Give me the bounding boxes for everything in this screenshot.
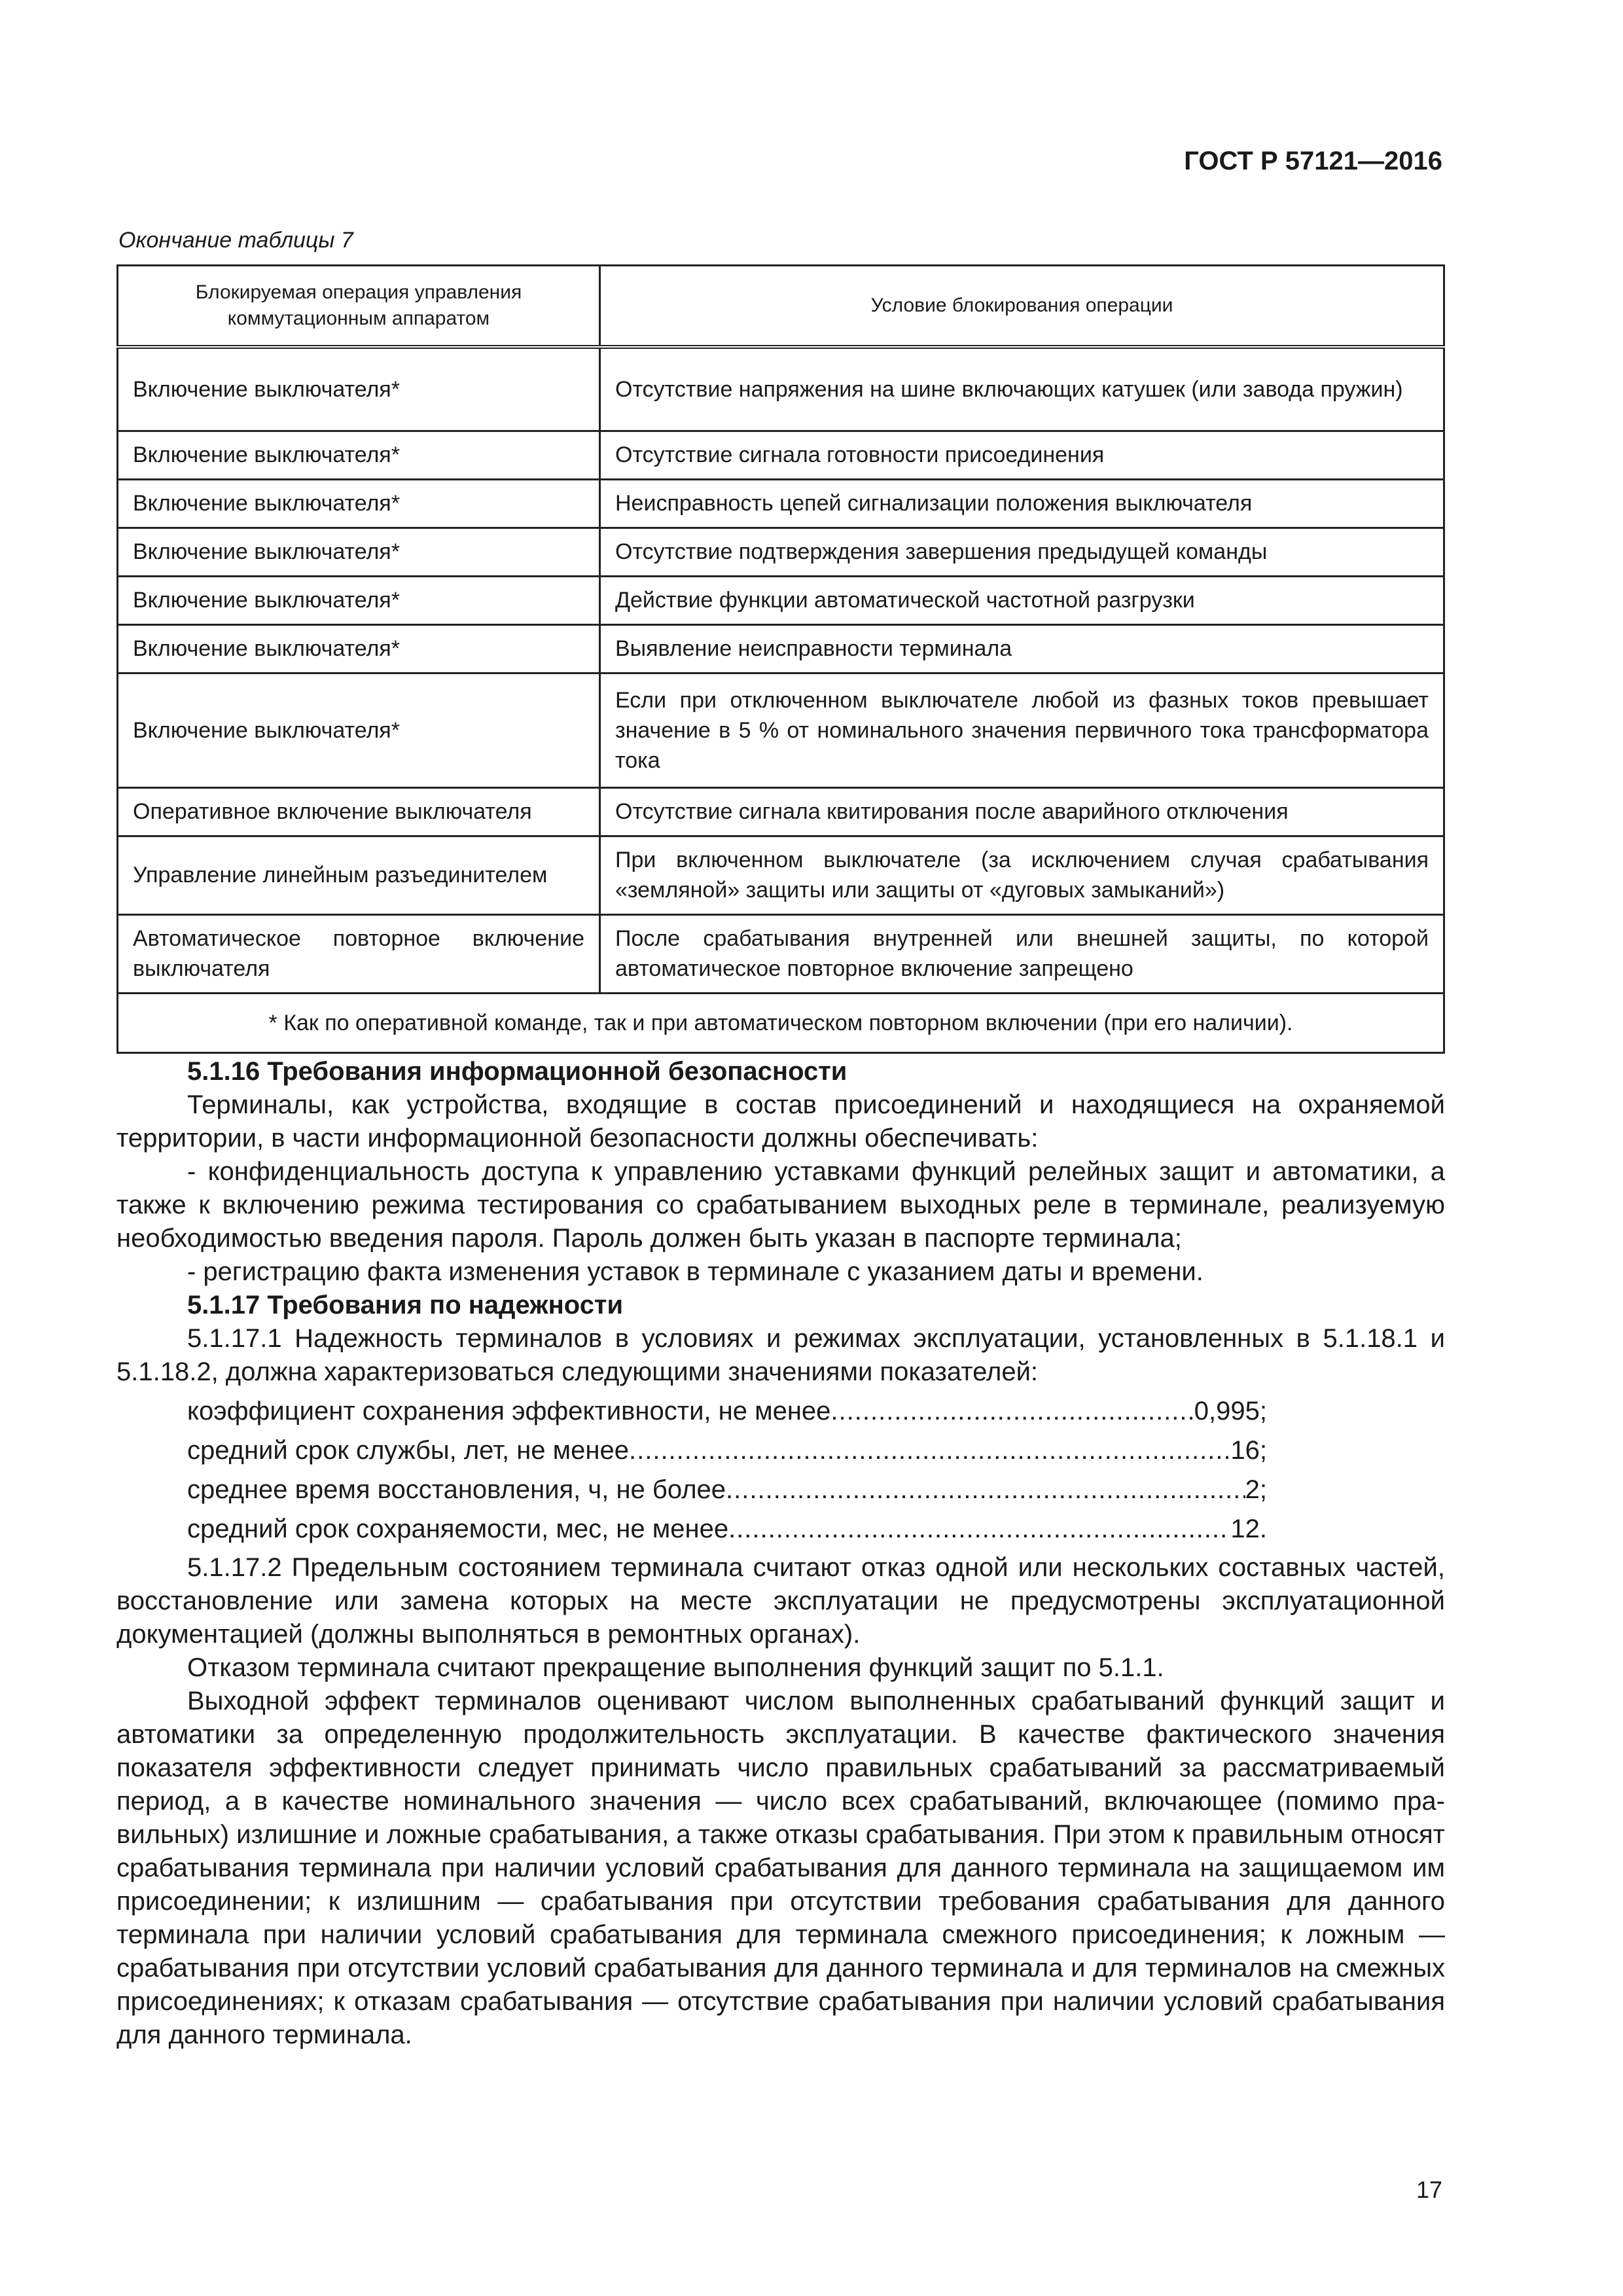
table-row <box>118 347 1444 431</box>
operation-cell: Оперативное включение выключателя <box>118 787 600 836</box>
section-heading: 5.1.17 Требования по надежности <box>187 1291 624 1319</box>
operation-cell: Включение выключателя* <box>118 431 600 479</box>
indicator-value: 2; <box>1245 1475 1267 1504</box>
indicator-line <box>116 1433 1267 1467</box>
table-row <box>118 431 1444 479</box>
document-body <box>116 1055 1445 2052</box>
leader-dots <box>830 1394 1194 1428</box>
table-header-row <box>118 266 1444 348</box>
indicator-label: средний срок сохраняемости, мес, не менее <box>187 1515 729 1543</box>
operation-cell: Включение выключателя* <box>118 347 600 431</box>
table-caption: Окончание таблицы 7 <box>118 228 353 253</box>
table-footnote: * Как по оперативной команде, так и при автоматическом повторном включении (при его наличии). <box>118 993 1444 1052</box>
table-footnote-row <box>118 993 1444 1052</box>
condition-cell: Отсутствие напряжения на шине включающих катушек (или завода пружин) <box>600 347 1444 431</box>
condition-cell: Отсутствие сигнала готовности присоединения <box>600 431 1444 479</box>
table-row <box>118 914 1444 993</box>
indicator-line <box>116 1473 1267 1507</box>
paragraph: Отказом терминала считают прекращение выполнения функций защит по 5.1.1. <box>187 1653 1164 1682</box>
operation-cell: Включение выключателя* <box>118 528 600 576</box>
operation-cell: Включение выключателя* <box>118 479 600 528</box>
col1-header: Блокируемая операция управления коммутационным аппаратом <box>118 266 600 348</box>
operation-cell: Включение выключателя* <box>118 576 600 624</box>
operation-cell: Включение выключателя* <box>118 624 600 673</box>
paragraph: 5.1.17.2 Предельным состоянием терминала считают отказ одной или нескольких составных частей, восстановление или замена которых на месте эксплуатации не предусмотрены эксплуатационной документацией (должны выполняться в ремонтных органах). <box>116 1553 1445 1649</box>
table-row <box>118 528 1444 576</box>
operation-cell: Управление линейным разъединителем <box>118 836 600 914</box>
paragraph: 5.1.17.1 Надежность терминалов в условиях и режимах эксплуатации, установленных в 5.1.18.1 и 5.1.18.2, должна характеризоваться следующими значениями показателей: <box>116 1324 1445 1386</box>
list-item: - регистрацию факта изменения уставок в терминале с указанием даты и времени. <box>187 1257 1204 1286</box>
leader-dots <box>728 1512 1230 1546</box>
indicator-value: 16; <box>1230 1436 1267 1465</box>
condition-cell: После срабатывания внутренней или внешней защиты, по которой автоматическое повторное включение запрещено <box>600 914 1444 993</box>
indicator-label: средний срок службы, лет, не менее <box>187 1436 629 1465</box>
table-row <box>118 787 1444 836</box>
condition-cell: Неисправность цепей сигнализации положения выключателя <box>600 479 1444 528</box>
condition-cell: Если при отключенном выключателе любой из фазных токов превышает значение в 5 % от номинального значения первичного тока трансформатора тока <box>600 673 1444 787</box>
section-heading: 5.1.16 Требования информационной безопасности <box>187 1057 847 1086</box>
operation-cell: Автоматическое повторное включение выключателя <box>118 914 600 993</box>
indicator-value: 0,995; <box>1194 1397 1267 1426</box>
table-row <box>118 673 1444 787</box>
condition-cell: Отсутствие сигнала квитирования после аварийного отключения <box>600 787 1444 836</box>
list-item: - конфиденциальность доступа к управлению уставками функций релейных защит и автоматики, а также к включению режима тестирования со срабатыванием выходных реле в терминале, реализуемую необходимостью введения пароля. Пароль должен быть указан в паспорте терминала; <box>116 1157 1445 1253</box>
table-row <box>118 624 1444 673</box>
table-row <box>118 576 1444 624</box>
indicator-line <box>116 1512 1267 1546</box>
col2-header: Условие блокирования операции <box>600 266 1444 348</box>
indicator-value: 12. <box>1230 1515 1267 1543</box>
indicator-line <box>116 1394 1267 1428</box>
operation-cell: Включение выключателя* <box>118 673 600 787</box>
page-number: 17 <box>1416 2176 1442 2203</box>
condition-cell: Отсутствие подтверждения завершения предыдущей команды <box>600 528 1444 576</box>
document-standard-number: ГОСТ Р 57121—2016 <box>1184 147 1442 175</box>
condition-cell: При включенном выключателе (за исключением случая срабатывания «земляной» защиты или защиты от «дуговых замыканий») <box>600 836 1444 914</box>
condition-cell: Действие функции автоматической частотной разгрузки <box>600 576 1444 624</box>
indicator-label: среднее время восстановления, ч, не более <box>187 1475 726 1504</box>
paragraph: Терминалы, как устройства, входящие в состав присоединений и находящиеся на охраняемой территории, в части информационной безопасности должны обеспечивать: <box>116 1090 1445 1153</box>
condition-cell: Выявление неисправности терминала <box>600 624 1444 673</box>
table-row <box>118 479 1444 528</box>
interlock-table <box>116 264 1445 1054</box>
table-row <box>118 836 1444 914</box>
leader-dots <box>629 1433 1230 1467</box>
indicator-label: коэффициент сохранения эффективности, не менее <box>187 1397 831 1426</box>
paragraph: Выходной эффект терминалов оценивают числом выполненных срабатываний функций защит и автоматики за определенную продолжительность эксплуатации. В качестве фактического значения показателя эффективности следует принимать число правильных срабатываний за рассматриваемый период, а в качестве номинального значения — число всех срабатываний, включающее (помимо правильных) излишние и ложные срабатывания, а также отказы срабатывания. При этом к правильным относят срабатывания терминала при наличии условий срабатывания для данного терминала на защищаемом им присоединении; к излишним — срабатывания при отсутствии требования срабатывания для данного терминала при наличии условий срабатывания для терминала смежного присоединения; к ложным — срабатывания при отсутствии условий срабатывания для данного терминала и для терминалов на смежных присоединениях; к отказам срабатывания — отсутствие срабатывания при наличии условий срабатывания для данного терминала. <box>116 1687 1445 2049</box>
leader-dots <box>726 1473 1245 1507</box>
